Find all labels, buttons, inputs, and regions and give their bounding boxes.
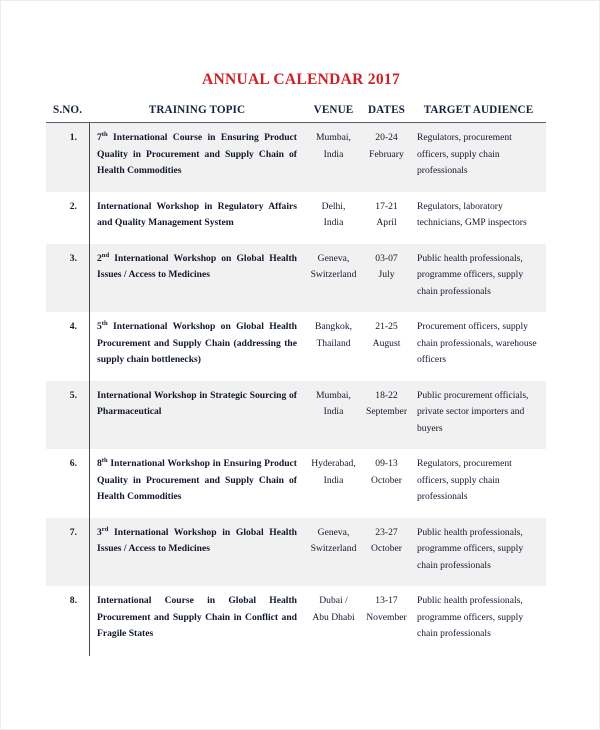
cell-training-topic bbox=[89, 518, 305, 587]
cell-audience-line: programme officers, supply bbox=[417, 543, 524, 554]
cell-dates bbox=[362, 244, 411, 313]
cell-sno: 4. bbox=[46, 312, 89, 381]
topic-ordinal: 2 bbox=[97, 252, 102, 264]
table-header bbox=[46, 104, 546, 123]
cell-venue bbox=[305, 244, 362, 313]
cell-sno: 6. bbox=[46, 449, 89, 518]
cell-sno: 3. bbox=[46, 244, 89, 313]
cell-audience-line: chain professionals bbox=[417, 285, 491, 297]
cell-audience-line: Public health professionals, bbox=[417, 252, 523, 264]
cell-dates bbox=[362, 518, 411, 587]
topic-ordinal-suffix: rd bbox=[101, 525, 109, 533]
cell-venue-line: Mumbai, bbox=[316, 132, 351, 143]
cell-audience bbox=[411, 518, 546, 587]
cell-dates bbox=[362, 586, 411, 655]
cell-venue bbox=[305, 586, 362, 655]
cell-venue-line: India bbox=[323, 148, 344, 160]
page-title: ANNUAL CALENDAR 2017 bbox=[201, 71, 401, 88]
cell-audience-line: officers, supply chain bbox=[417, 148, 500, 160]
cell-venue-line: Mumbai, bbox=[316, 389, 351, 401]
cell-training-topic bbox=[89, 123, 305, 192]
topic-text: International Workshop in Ensuring Product Quality in Procurement and Supply Chain of Health Commodities bbox=[97, 458, 297, 502]
cell-dates bbox=[362, 381, 411, 450]
cell-audience-line: officers bbox=[417, 354, 447, 365]
topic-ordinal-suffix: nd bbox=[101, 251, 110, 259]
cell-sno: 7. bbox=[46, 518, 89, 587]
cell-venue-line: India bbox=[323, 406, 344, 417]
cell-audience-line: chain professionals, warehouse bbox=[417, 337, 537, 349]
cell-dates-line: 17-21 bbox=[375, 200, 398, 212]
annual-calendar-table bbox=[46, 104, 546, 655]
cell-audience-line: programme officers, supply bbox=[417, 269, 524, 280]
cell-dates bbox=[362, 123, 411, 192]
cell-sno: 5. bbox=[46, 381, 89, 450]
table-row bbox=[46, 312, 546, 381]
cell-audience-line: chain professionals bbox=[417, 628, 491, 639]
cell-audience-line: Public health professionals, bbox=[417, 526, 523, 538]
cell-dates-line: 09-13 bbox=[375, 458, 398, 469]
cell-dates-line: July bbox=[378, 269, 395, 280]
topic-text: International Workshop in Regulatory Affairs and Quality Management System bbox=[97, 200, 297, 228]
topic-text: International Workshop on Global Health Procurement and Supply Chain (addressing the supply chain bottlenecks) bbox=[97, 321, 297, 365]
cell-dates-line: February bbox=[369, 148, 404, 160]
column-header-sno: S.NO. bbox=[53, 104, 83, 116]
cell-dates bbox=[362, 449, 411, 518]
cell-venue-line: Abu Dhabi bbox=[312, 611, 355, 623]
cell-venue bbox=[305, 123, 362, 192]
cell-audience-line: Regulators, procurement bbox=[417, 132, 512, 143]
cell-sno: 8. bbox=[46, 586, 89, 655]
cell-audience bbox=[411, 244, 546, 313]
topic-text: International Course in Global Health Procurement and Supply Chain in Conflict and Fragile States bbox=[97, 595, 297, 639]
table-row bbox=[46, 381, 546, 450]
cell-audience-line: professionals bbox=[417, 491, 468, 502]
column-divider-line bbox=[89, 123, 90, 656]
cell-dates-line: September bbox=[365, 406, 408, 417]
cell-audience-line: Public procurement officials, bbox=[417, 389, 529, 401]
cell-venue-line: Geneva, bbox=[317, 526, 350, 538]
column-header-venue: VENUE bbox=[313, 104, 354, 116]
table-body bbox=[46, 123, 546, 655]
cell-venue-line: Dubai / bbox=[319, 595, 348, 606]
cell-dates bbox=[362, 192, 411, 244]
cell-venue bbox=[305, 518, 362, 587]
column-header-topic: TRAINING TOPIC bbox=[148, 104, 246, 116]
topic-text: International Workshop in Strategic Sourcing of Pharmaceutical bbox=[97, 389, 297, 417]
table-row bbox=[46, 123, 546, 192]
table-header-row bbox=[46, 104, 546, 123]
topic-ordinal: 8 bbox=[97, 458, 102, 469]
cell-venue-line: Bangkok, bbox=[314, 321, 353, 332]
column-header-audience: TARGET AUDIENCE bbox=[423, 104, 534, 116]
topic-ordinal: 7 bbox=[97, 132, 102, 143]
cell-sno: 1. bbox=[46, 123, 89, 192]
cell-venue bbox=[305, 312, 362, 381]
cell-dates bbox=[362, 312, 411, 381]
cell-audience-line: chain professionals bbox=[417, 559, 491, 571]
cell-audience-line: Regulators, laboratory bbox=[417, 200, 503, 212]
cell-dates-line: October bbox=[371, 474, 402, 486]
cell-audience bbox=[411, 449, 546, 518]
cell-venue-line: Switzerland bbox=[310, 543, 357, 554]
cell-training-topic bbox=[89, 244, 305, 313]
cell-dates-line: 18-22 bbox=[375, 389, 398, 401]
table-row bbox=[46, 192, 546, 244]
cell-audience-line: buyers bbox=[417, 422, 443, 434]
cell-venue bbox=[305, 381, 362, 450]
cell-audience-line: technicians, GMP inspectors bbox=[417, 217, 527, 228]
cell-venue-line: Switzerland bbox=[310, 269, 357, 280]
cell-audience bbox=[411, 312, 546, 381]
cell-dates-line: November bbox=[366, 611, 407, 623]
topic-ordinal-suffix: th bbox=[101, 456, 108, 464]
cell-sno: 2. bbox=[46, 192, 89, 244]
cell-dates-line: 03-07 bbox=[375, 252, 398, 264]
cell-audience-line: Procurement officers, supply bbox=[417, 321, 528, 332]
calendar-table-container bbox=[46, 104, 546, 655]
cell-venue-line: Delhi, bbox=[321, 200, 346, 212]
cell-audience-line: Regulators, procurement bbox=[417, 458, 512, 469]
cell-venue-line: Geneva, bbox=[317, 252, 350, 264]
cell-audience-line: Public health professionals, bbox=[417, 595, 523, 606]
cell-venue-line: Thailand bbox=[316, 337, 351, 349]
cell-dates-line: August bbox=[372, 337, 401, 349]
table-row bbox=[46, 449, 546, 518]
cell-dates-line: April bbox=[376, 217, 397, 228]
cell-dates-line: 23-27 bbox=[375, 526, 398, 538]
topic-text: International Workshop on Global Health Issues / Access to Medicines bbox=[97, 252, 297, 280]
table-row bbox=[46, 244, 546, 313]
topic-ordinal: 5 bbox=[97, 321, 102, 332]
column-header-dates: DATES bbox=[368, 104, 405, 116]
topic-ordinal-suffix: th bbox=[101, 130, 108, 138]
cell-training-topic bbox=[89, 312, 305, 381]
cell-training-topic bbox=[89, 381, 305, 450]
table-row bbox=[46, 518, 546, 587]
cell-venue-line: Hyderabad, bbox=[311, 458, 356, 469]
cell-audience bbox=[411, 381, 546, 450]
topic-ordinal-suffix: th bbox=[101, 319, 108, 327]
cell-audience bbox=[411, 123, 546, 192]
topic-ordinal: 3 bbox=[97, 526, 102, 538]
cell-audience-line: professionals bbox=[417, 165, 468, 176]
topic-text: International Workshop in Global Health Issues / Access to Medicines bbox=[97, 526, 297, 554]
cell-dates-line: 13-17 bbox=[375, 595, 398, 606]
cell-audience-line: officers, supply chain bbox=[417, 474, 500, 486]
cell-audience bbox=[411, 192, 546, 244]
cell-audience bbox=[411, 586, 546, 655]
cell-training-topic bbox=[89, 586, 305, 655]
cell-audience-line: private sector importers and bbox=[417, 406, 525, 417]
cell-dates-line: October bbox=[371, 543, 402, 554]
cell-venue-line: India bbox=[323, 474, 344, 486]
cell-training-topic bbox=[89, 192, 305, 244]
cell-venue bbox=[305, 192, 362, 244]
cell-venue bbox=[305, 449, 362, 518]
cell-audience-line: programme officers, supply bbox=[417, 611, 524, 623]
topic-text: International Course in Ensuring Product Quality in Procurement and Supply Chain of Health Commodities bbox=[97, 132, 297, 176]
table-row bbox=[46, 586, 546, 655]
cell-training-topic bbox=[89, 449, 305, 518]
cell-dates-line: 20-24 bbox=[375, 132, 398, 143]
cell-dates-line: 21-25 bbox=[375, 321, 398, 332]
cell-venue-line: India bbox=[323, 217, 344, 228]
